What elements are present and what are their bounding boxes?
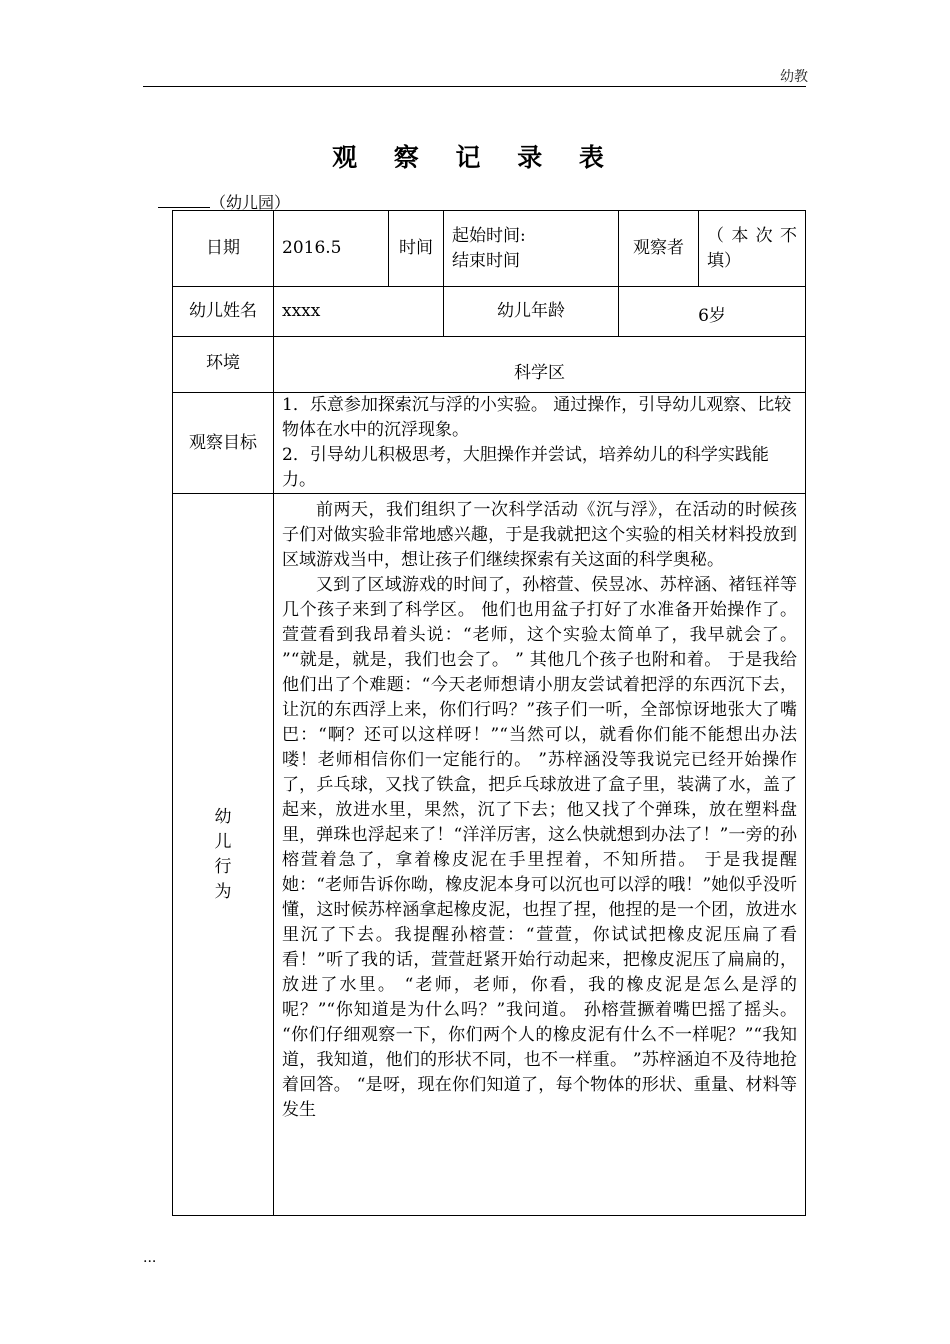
row-environment: [173, 337, 806, 393]
behavior-content: [274, 494, 806, 1216]
behavior-label: [173, 494, 274, 1216]
row-behavior: [173, 494, 806, 1216]
header-label: 幼教: [780, 69, 808, 85]
goal-label: 观察目标: [173, 393, 274, 494]
date-value: 2016.5: [274, 211, 389, 287]
start-time-label: 起始时间:: [452, 225, 526, 246]
footer-dots: ...: [143, 1250, 157, 1266]
kindergarten-blank: [158, 191, 210, 208]
behavior-label-char: 为: [214, 881, 232, 902]
row-date: [173, 211, 806, 287]
observation-table: [172, 210, 806, 1216]
row-goals: [173, 393, 806, 494]
environment-value: 科学区: [274, 337, 806, 393]
behavior-paragraph: 前两天，我们组织了一次科学活动《沉与浮》，在活动的时候孩子们对做实验非常地感兴趣，于是我就把这个实验的相关材料投放到区域游戏当中，想让孩子们继续探索有关这面的科学奥秘。: [282, 500, 797, 570]
goal-content: [274, 393, 806, 494]
goal-item-1: 1．乐意参加探索沉与浮的小实验。 通过操作，引导幼儿观察、比较物体在水中的沉浮现象。: [282, 395, 792, 440]
end-time-label: 结束时间: [452, 250, 520, 271]
behavior-label-char: 幼: [214, 806, 232, 827]
child-name-label: 幼儿姓名: [173, 287, 274, 337]
environment-label: 环境: [173, 337, 274, 393]
child-age-value: 6岁: [619, 287, 806, 337]
child-age-label: 幼儿年龄: [444, 287, 619, 337]
behavior-label-char: 行: [214, 856, 232, 877]
kindergarten-suffix: （幼儿园）: [210, 193, 291, 212]
page-title: 观 察 记 录 表: [332, 143, 618, 172]
behavior-label-char: 儿: [214, 831, 232, 852]
time-range-cell: [444, 211, 619, 287]
time-label: 时间: [389, 211, 444, 287]
header-rule: [143, 86, 806, 87]
row-child: [173, 287, 806, 337]
child-name-value: xxxx: [274, 287, 444, 337]
observer-value: （本次不填）: [699, 211, 806, 287]
date-label: 日期: [173, 211, 274, 287]
goal-item-2: 2．引导幼儿积极思考，大胆操作并尝试，培养幼儿的科学实践能力。: [282, 445, 769, 490]
behavior-paragraph: 又到了区域游戏的时间了，孙榕萱、侯昱冰、苏梓涵、褚钰祥等几个孩子来到了科学区。 他们也用盆子打好了水准备开始操作了。 萱萱看到我昂着头说：“老师，这个实验太简单了，我早就会了。 ”“就是，就是，我们也会了。 ” 其他几个孩子也附和着。 于是我给他们出了个难题：“今天老师想请小朋友尝试着把浮的东西沉下去，让沉的东西浮上来，你们行吗？”孩子们一听，全部惊讶地张大了嘴巴：“啊？还可以这样呀！”“当然可以，就看你们能不能想出办法喽！老师相信你们一定能行的。 ”苏梓涵没等我说完已经开始操作了，乒乓球，又找了铁盒，把乒乓球放进了盒子里，装满了水，盖了起来，放进水里，果然，沉了下去；他又找了个弹珠，放在塑料盘里，弹珠也浮起来了！“洋洋厉害，这么快就想到办法了！”一旁的孙榕萱着急了，拿着橡皮泥在手里捏着，不知所措。 于是我提醒她：“老师告诉你呦，橡皮泥本身可以沉也可以浮的哦！”她似乎没听懂，这时候苏梓涵拿起橡皮泥，也捏了捏，他捏的是一个团，放进水里沉了下去。我提醒孙榕萱：“萱萱，你试试把橡皮泥压扁了看看！”听了我的话，萱萱赶紧开始行动起来，把橡皮泥压了扁扁的，放进了水里。 “老师，老师，你看，我的橡皮泥是怎么是浮的呢？”“你知道是为什么吗？”我问道。 孙榕萱撅着嘴巴摇了摇头。 “你们仔细观察一下，你们两个人的橡皮泥有什么不一样呢？”“我知道，我知道，他们的形状不同，也不一样重。 ”苏梓涵迫不及待地抢着回答。 “是呀，现在你们知道了，每个物体的形状、重量、材料等发生: [282, 575, 797, 1120]
observer-label: 观察者: [619, 211, 699, 287]
